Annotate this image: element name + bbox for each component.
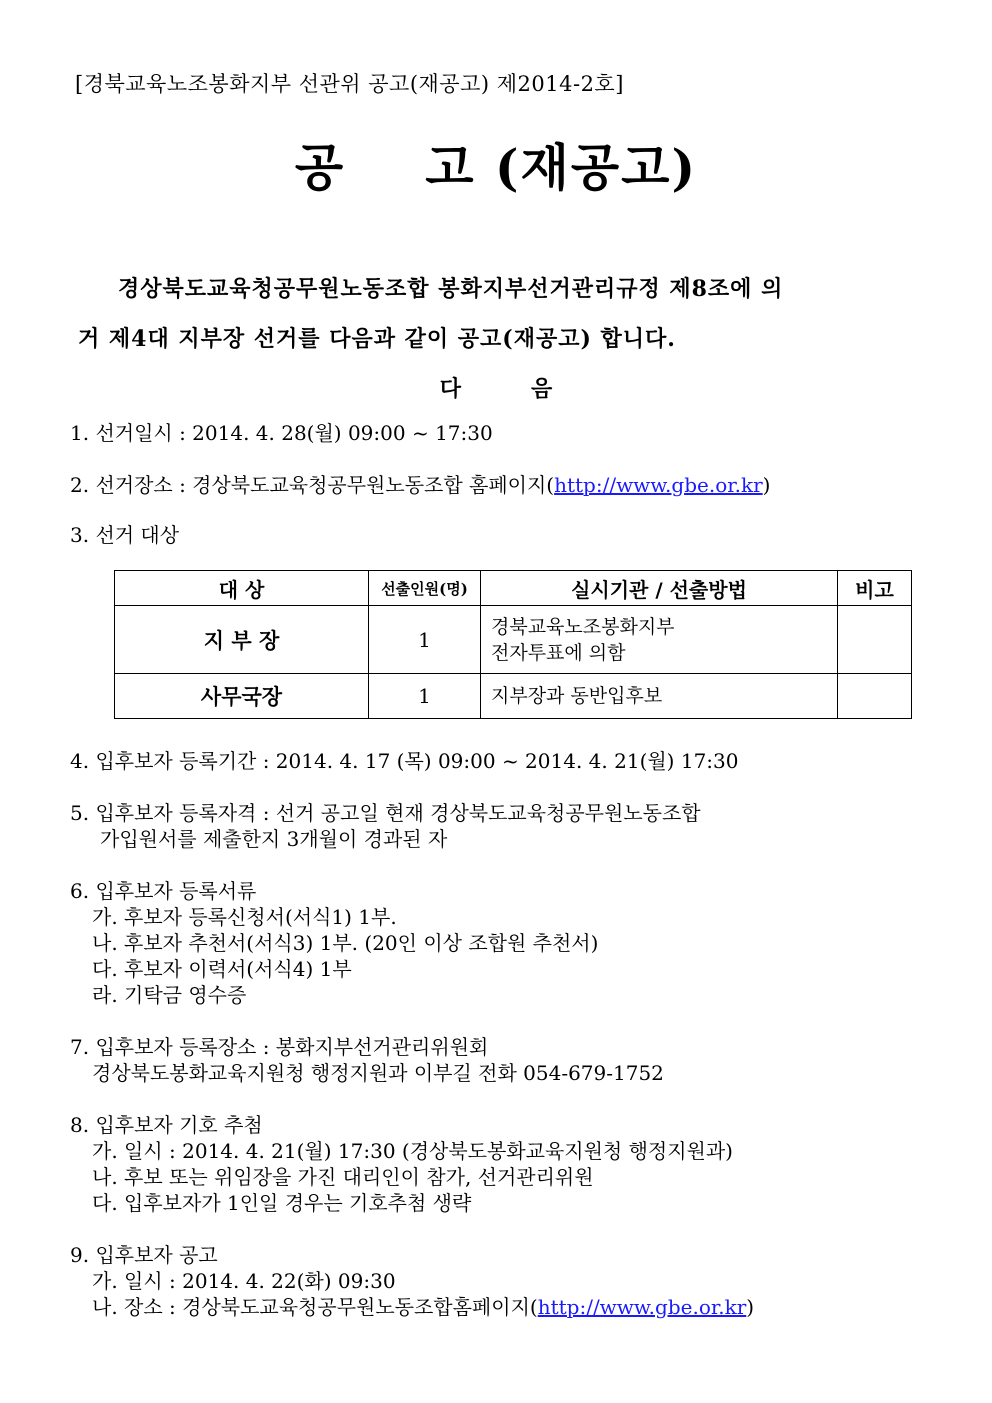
cell-count: 1 xyxy=(369,674,481,719)
item-election-place-close: ) xyxy=(762,473,771,497)
registration-place-line1: 7. 입후보자 등록장소 : 봉화지부선거관리위원회 xyxy=(70,1035,489,1059)
intro-line1: 경상북도교육청공무원노동조합 봉화지부선거관리규정 제8조에 의 xyxy=(118,276,784,302)
symbol-draw-item: 가. 일시 : 2014. 4. 21(월) 17:30 (경상북도봉화교육지원청 행정지원과) xyxy=(92,1139,733,1163)
header-target: 대 상 xyxy=(115,571,369,606)
symbol-draw-item: 다. 입후보자가 1인일 경우는 기호추첨 생략 xyxy=(92,1191,472,1215)
election-target-table xyxy=(114,570,912,719)
table-row xyxy=(115,674,912,719)
cell-note xyxy=(838,606,912,674)
homepage-link[interactable]: http://www.gbe.or.kr xyxy=(554,473,763,497)
item-election-place xyxy=(70,472,770,498)
item-symbol-draw xyxy=(70,1112,733,1216)
table-row xyxy=(115,606,912,674)
symbol-draw-heading: 8. 입후보자 기호 추첨 xyxy=(70,1113,263,1137)
symbol-draw-item: 나. 후보 또는 위임장을 가진 대리인이 참가, 선거관리위원 xyxy=(92,1165,594,1189)
documents-heading: 6. 입후보자 등록서류 xyxy=(70,879,257,903)
item-registration-place xyxy=(70,1034,664,1086)
candidate-notice-place: 나. 장소 : 경상북도교육청공무원노동조합홈페이지( xyxy=(92,1295,538,1319)
documents-item: 나. 후보자 추천서(서식3) 1부. (20인 이상 조합원 추천서) xyxy=(92,931,599,955)
candidate-notice-close: ) xyxy=(746,1295,755,1319)
method-line: 전자투표에 의함 xyxy=(491,641,626,664)
cell-target: 사무국장 xyxy=(115,674,369,719)
header-count: 선출인원(명) xyxy=(369,571,481,606)
item-candidate-notice xyxy=(70,1242,754,1320)
title-part1: 공 xyxy=(294,138,346,197)
registration-place-line2: 경상북도봉화교육지원청 행정지원과 이부길 전화 054-679-1752 xyxy=(92,1061,664,1085)
cell-target: 지 부 장 xyxy=(115,606,369,674)
item-election-target: 3. 선거 대상 xyxy=(70,523,180,547)
table-header-row xyxy=(115,571,912,606)
documents-item: 다. 후보자 이력서(서식4) 1부 xyxy=(92,957,352,981)
cell-method xyxy=(481,606,838,674)
header-note: 비고 xyxy=(838,571,912,606)
documents-item: 가. 후보자 등록신청서(서식1) 1부. xyxy=(92,905,397,929)
intro-line2: 거 제4대 지부장 선거를 다음과 같이 공고(재공고) 합니다. xyxy=(78,326,676,352)
title-part2: 고 (재공고) xyxy=(425,138,698,197)
item-election-place-text: 2. 선거장소 : 경상북도교육청공무원노동조합 홈페이지( xyxy=(70,473,555,497)
cell-method: 지부장과 동반입후보 xyxy=(481,674,838,719)
homepage-link[interactable]: http://www.gbe.or.kr xyxy=(537,1295,747,1319)
candidate-notice-item xyxy=(70,1294,754,1320)
documents-item: 라. 기탁금 영수증 xyxy=(92,983,247,1007)
method-line: 경북교육노조봉화지부 xyxy=(491,615,675,638)
item-qualification xyxy=(70,800,701,852)
cell-note xyxy=(838,674,912,719)
section-heading xyxy=(0,372,992,403)
notice-number: [경북교육노조봉화지부 선관위 공고(재공고) 제2014-2호] xyxy=(75,72,624,96)
daum-right: 음 xyxy=(531,376,553,402)
candidate-notice-item: 가. 일시 : 2014. 4. 22(화) 09:30 xyxy=(92,1269,396,1293)
header-method: 실시기관 / 선출방법 xyxy=(481,571,838,606)
item-registration-period: 4. 입후보자 등록기간 : 2014. 4. 17 (목) 09:00 ~ 2014. 4. 21(월) 17:30 xyxy=(70,749,739,773)
daum-left: 다 xyxy=(439,376,461,402)
candidate-notice-heading: 9. 입후보자 공고 xyxy=(70,1243,218,1267)
item-documents xyxy=(70,878,598,1008)
page-title xyxy=(0,128,992,200)
qualification-line1: 5. 입후보자 등록자격 : 선거 공고일 현재 경상북도교육청공무원노동조합 xyxy=(70,801,701,825)
item-election-date: 1. 선거일시 : 2014. 4. 28(월) 09:00 ~ 17:30 xyxy=(70,421,493,445)
cell-count: 1 xyxy=(369,606,481,674)
qualification-line2: 가입원서를 제출한지 3개월이 경과된 자 xyxy=(100,827,448,851)
